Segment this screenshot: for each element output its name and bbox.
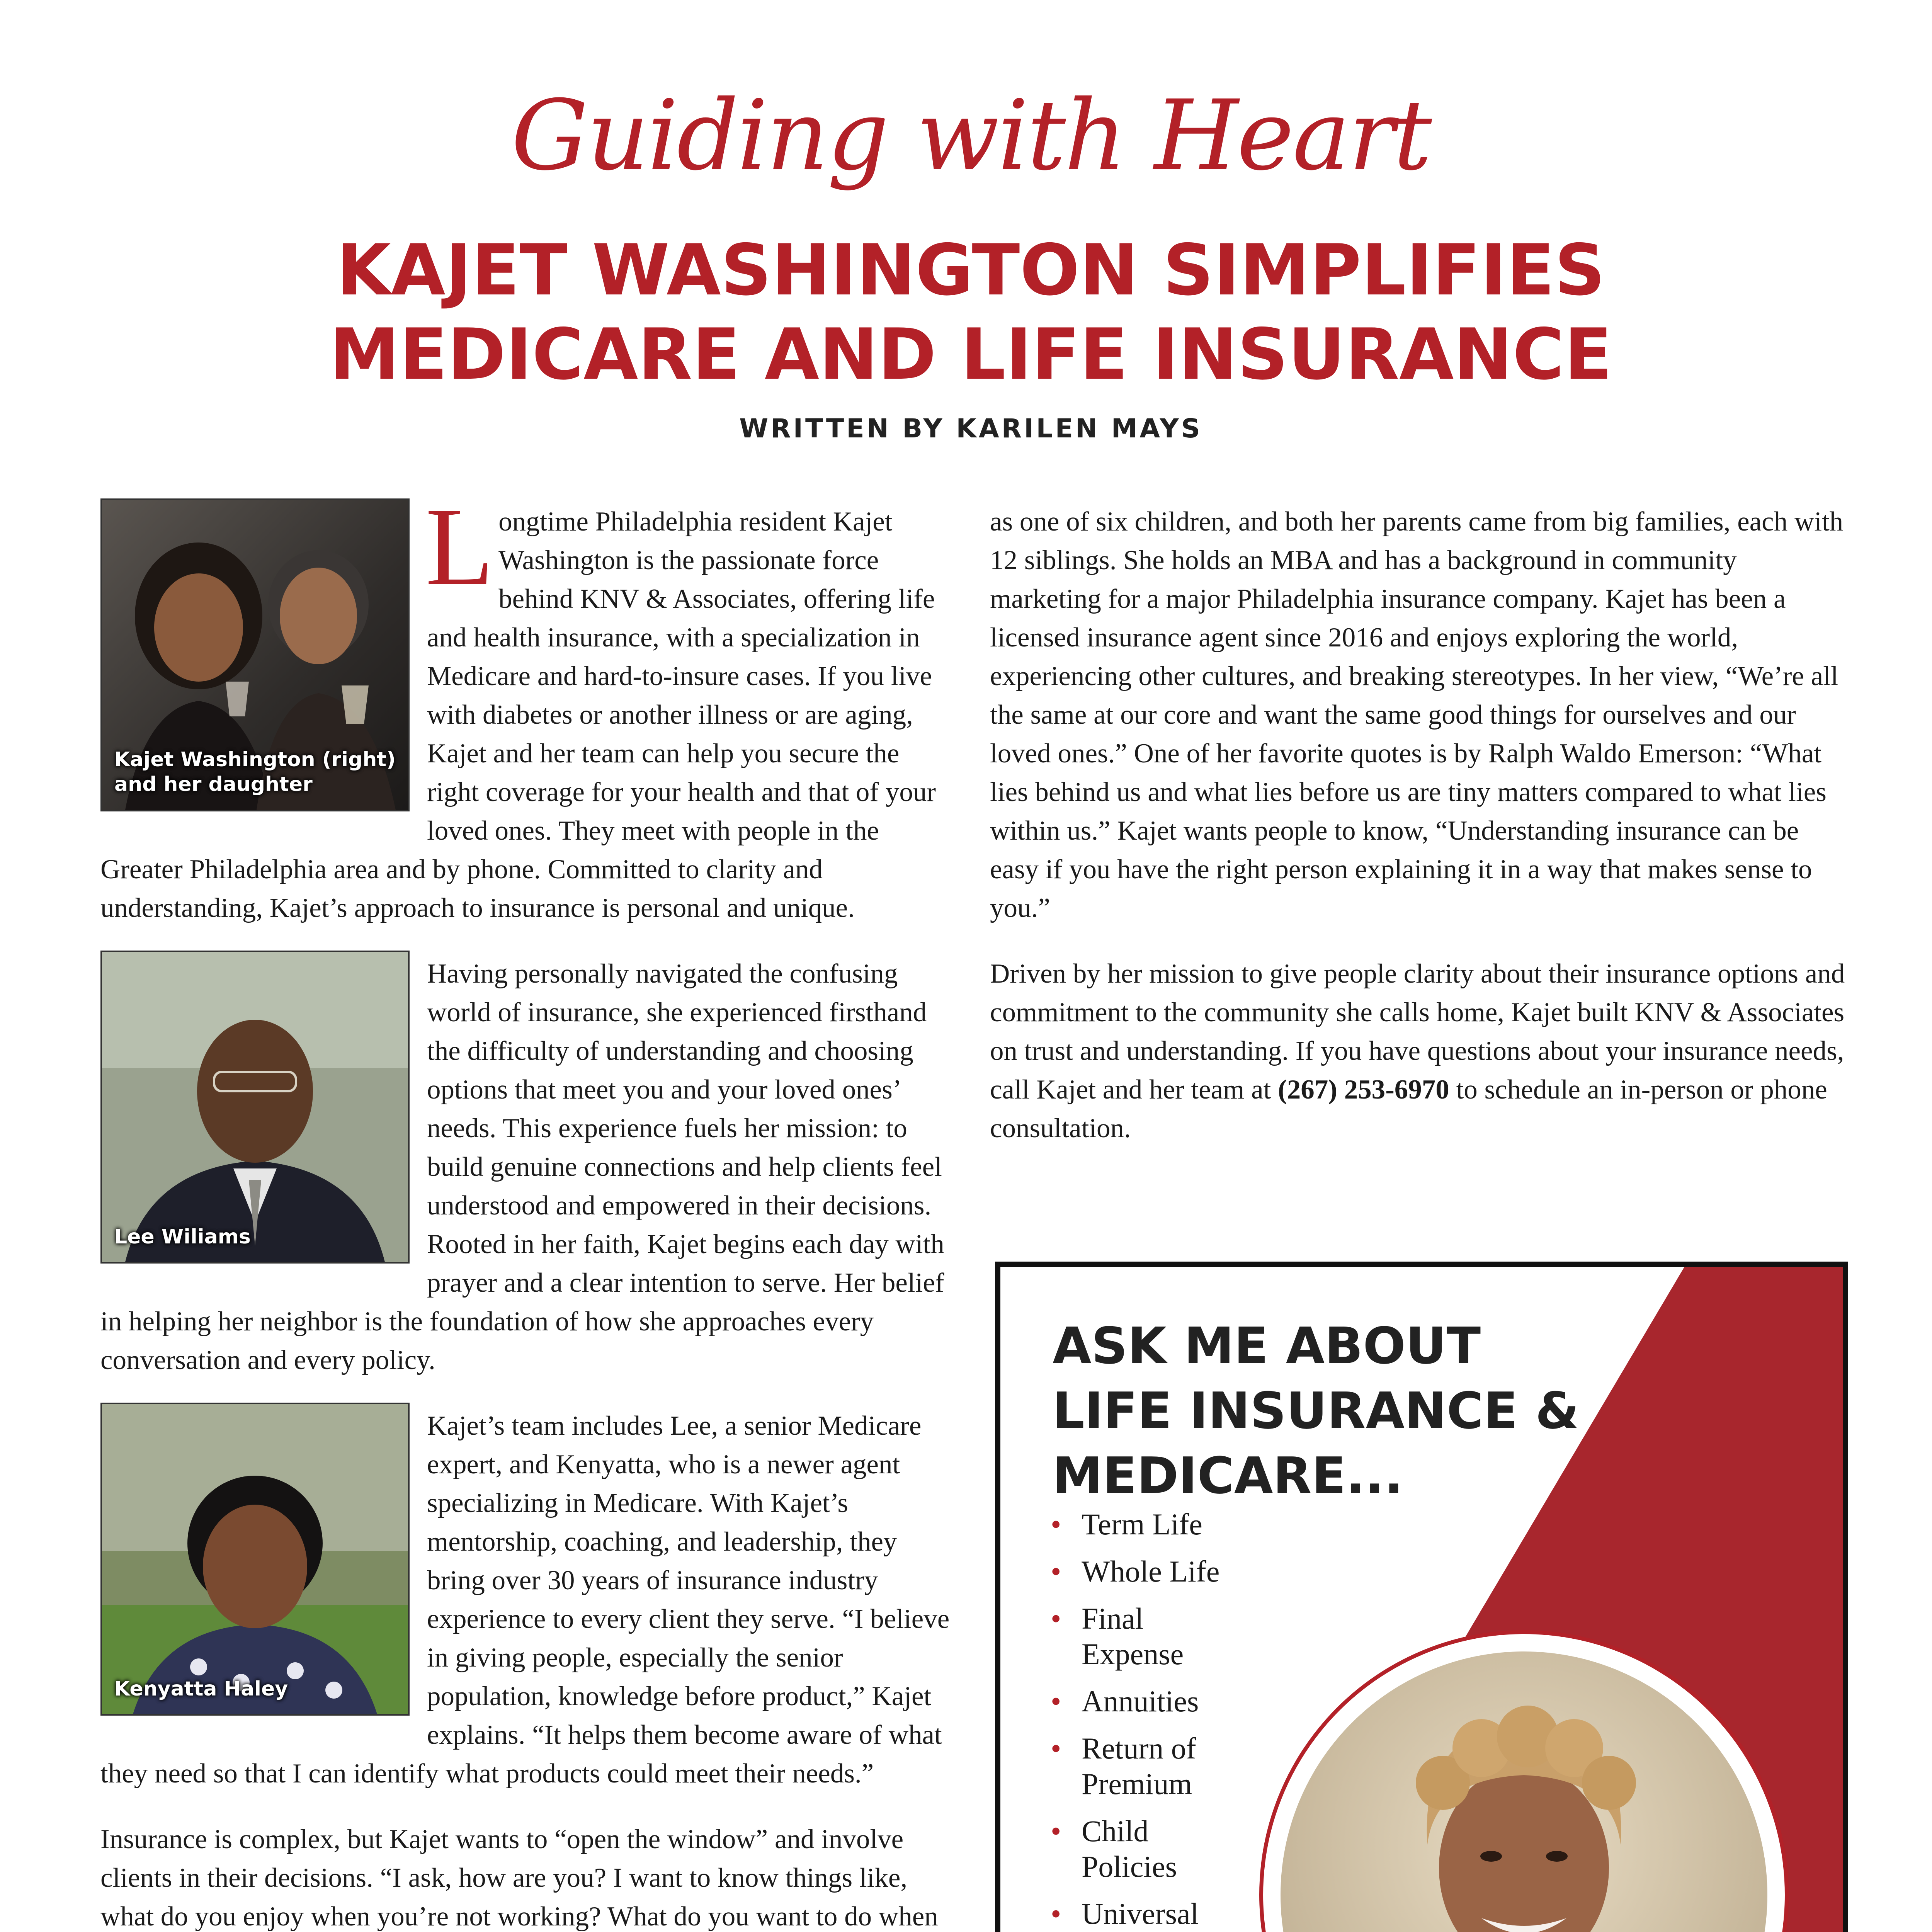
article-headline (0, 228, 1932, 396)
photo-kenyatta-haley (100, 1403, 410, 1716)
paragraph-7: Driven by her mission to give people clarity about their insurance options and commitment to the community she calls home, Kajet built KNV & Associates on trust and understanding. If you have questions about your insurance needs, call Kajet and her team at (267) 253-6970 to schedule an in-person or phone consultation. (990, 959, 1845, 1143)
article-kicker: Guiding with Heart (511, 79, 1431, 192)
portrait-kajet-washington (1281, 1651, 1767, 1932)
photo-lee-williams-image (102, 952, 408, 1262)
photo-frame (100, 951, 410, 1264)
paragraph-4: Insurance is complex, but Kajet wants to “open the window” and involve clients in their decisions. “I ask, how are you? I want to know things like, what do you enjoy when you’re not working? What do you want to do when (100, 1824, 938, 1932)
ad-service-item: • Universal (1051, 1896, 1252, 1932)
photo-caption: Kenyatta Haley (114, 1677, 288, 1701)
ad-service-item: • Child Policies (1051, 1813, 1252, 1884)
photo-lee-williams (100, 951, 410, 1264)
ad-service-item: • Annuities (1051, 1684, 1252, 1719)
phone-number: (267) 253-6970 (1278, 1075, 1449, 1105)
photo-caption: Lee Wiliams (114, 1225, 251, 1248)
photo-frame (100, 498, 410, 811)
drop-cap: L (425, 485, 494, 609)
article-column-right (990, 502, 1852, 1175)
paragraph-6: as one of six children, and both her parents came from big families, each with 12 siblings. She holds an MBA and has a background in community marketing for a major Philadelphia insurance company. Kajet has been a licensed insurance agent since 2016 and enjoys exploring the world, experiencing other cultures, and breaking stereotypes. In her view, “We’re all the same at our core and want the same good things for ourselves and our loved ones.” One of her favorite quotes is by Ralph Waldo Emerson: “What lies behind us and what lies before us are tiny matters compared to what lies within us.” Kajet wants people to know, “Understanding insurance can be easy if you have the right person explaining it in a way that makes sense to you.” (990, 507, 1844, 923)
paragraph-1: Longtime Philadelphia resident Kajet Washington is the passionate force behind KNV & Associates, offering life and health insurance, with a specialization in Medicare and hard-to-insure cases. If you live with diabetes or another illness or are aging, Kajet and her team can help you secure the right coverage for your health and that of your loved ones. They meet with people in the Greater Philadelphia area and by phone. Committed to clarity and understanding, Kajet’s approach to insurance is personal and unique. (100, 485, 936, 923)
photo-kenyatta-haley-image (102, 1404, 408, 1714)
paragraph-2: Having personally navigated the confusing world of insurance, she experienced firsthand the difficulty of understanding and choosing options that meet you and your loved ones’ needs. This experience fuels her mission: to build genuine connections and help clients feel understood and empowered in their decisions. Rooted in her faith, Kajet begins each day with prayer and a clear intention to serve. Her belief in helping her neighbor is the foundation of how she approaches every conversation and every policy. (100, 959, 944, 1375)
photo-kajet-and-daughter (100, 498, 410, 811)
ad-service-item: • Return of Premium (1051, 1731, 1252, 1802)
ad-services-list (1051, 1507, 1252, 1932)
ad-service-item: • Whole Life (1051, 1554, 1252, 1589)
ad-service-item: • Final Expense (1051, 1601, 1252, 1672)
photo-frame (100, 1403, 410, 1716)
paragraph-3: Kajet’s team includes Lee, a senior Medicare expert, and Kenyatta, who is a newer agent specializing in Medicare. With Kajet’s mentorship, coaching, and leadership, they bring over 30 years of insurance industry experience to every client they serve. “I believe in giving people, especially the senior population, knowledge before product,” Kajet explains. “It helps them become aware of what they need so that I can identify what products could meet their needs.” (100, 1411, 950, 1789)
photo-caption: Kajet Washington (right) and her daughter (114, 748, 396, 796)
article-column-left (100, 485, 951, 1932)
headline-line-2: MEDICARE AND LIFE INSURANCE (329, 313, 1612, 395)
ad-heading: ASK ME ABOUT LIFE INSURANCE & MEDICARE... (1053, 1316, 1579, 1505)
ad-service-item: • Term Life (1051, 1507, 1252, 1542)
headline-line-1: KAJET WASHINGTON SIMPLIFIES (336, 229, 1605, 311)
byline: WRITTEN BY KARILEN MAYS (739, 413, 1202, 444)
advertisement (995, 1262, 1848, 1932)
